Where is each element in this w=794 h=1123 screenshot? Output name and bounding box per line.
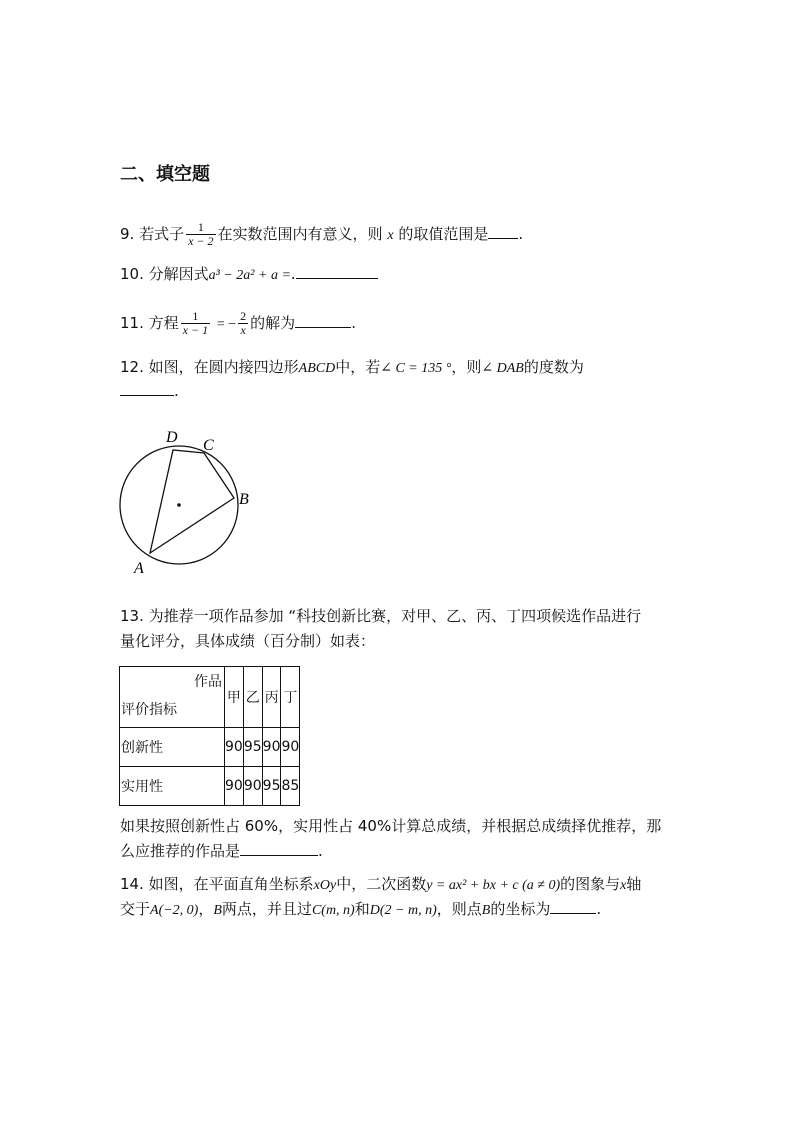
math-coordinate-system: xOy [313,878,337,893]
table-header-row [120,667,300,728]
fraction [238,310,248,337]
score-table [119,666,300,806]
quadrilateral-abcd [150,450,234,553]
question-text: 交于 [120,900,151,918]
question-text: 轴 [626,875,642,893]
section-title: 二、填空题 [120,164,210,185]
math-variable: B [481,903,491,918]
question-text: 为推荐一项作品参加 “科技创新比赛，对甲、乙、丙、丁四项候选作品进行 [148,607,642,625]
question-text: 两点，并且过 [221,900,312,918]
circle-center [177,503,181,507]
question-text: 的度数为 [523,358,584,376]
question-number: 9. [120,225,135,243]
question-13-after-line2 [120,840,323,862]
label-b: B [239,491,249,508]
question-text: 中，二次函数 [336,875,427,893]
row-label: 实用性 [120,767,225,806]
math-variable: x [620,878,627,893]
table-cell: 95 [262,767,281,806]
answer-blank[interactable] [120,381,174,396]
question-14 [120,873,641,897]
label-a: A [134,560,144,577]
question-text: 在实数范围内有意义，则 [217,225,383,243]
question-text: 的图象与 [560,875,621,893]
question-text: 的解为 [250,314,296,332]
question-text: ， [198,900,214,918]
question-text: 如图，在圆内接四边形 [148,358,299,376]
circle-figure [110,420,270,580]
answer-blank[interactable] [295,313,351,328]
fraction-denominator: x − 1 [182,323,209,337]
math-expression: a³ − 2a² + a = [208,268,291,283]
question-text: 分解因式 [148,265,209,283]
answer-blank[interactable] [488,224,518,239]
table-cell: 90 [281,728,300,767]
column-header: 丙 [262,667,281,728]
question-text: 么应推荐的作品是 [120,842,241,860]
fraction-numerator: 2 [240,309,247,323]
math-point: A(−2, 0) [150,903,199,918]
period: . [351,314,356,332]
math-operator: = − [216,317,237,332]
question-11 [120,310,356,337]
fraction [181,310,210,337]
fraction-denominator: x [240,323,246,337]
answer-blank[interactable] [550,899,596,914]
math-variable: B [213,903,222,918]
question-text: 的坐标为 [490,900,551,918]
period: . [596,900,602,918]
question-text: 若式子 [139,225,185,243]
math-quadrilateral: ABCD [298,361,336,376]
period: . [174,382,179,400]
table-cell: 90 [243,767,262,806]
question-text: 中，若 [335,358,381,376]
math-angle: ∠ C = 135 ° [380,361,452,376]
question-9 [120,221,523,248]
question-13 [120,605,641,627]
question-text: 如果按照创新性占 60%，实用性占 40%计算总成绩，并根据总成绩择优推荐，那 [120,817,662,835]
question-12-line2 [120,380,179,402]
question-13-line2 [120,630,375,652]
question-text: 和 [354,900,370,918]
label-c: C [203,437,214,454]
question-text: ，则 [451,358,482,376]
table-cell: 85 [281,767,300,806]
question-text: 方程 [148,314,179,332]
table-row [120,767,300,806]
column-header: 乙 [243,667,262,728]
table-row [120,728,300,767]
column-header: 丁 [281,667,300,728]
question-10 [120,263,378,287]
question-number: 14. [120,875,144,893]
question-text: ，则点 [436,900,482,918]
math-point: D(2 − m, n) [369,903,437,918]
row-label: 创新性 [120,728,225,767]
question-text: 量化评分，具体成绩（百分制）如表： [120,632,376,650]
question-12 [120,356,584,380]
period: . [290,265,296,283]
table-cell: 95 [243,728,262,767]
fraction-numerator: 1 [181,310,210,324]
table-cell: 90 [225,767,244,806]
question-14-line2 [120,898,601,922]
question-number: 13. [120,607,144,625]
math-variable: x [387,228,394,243]
fraction [186,221,215,248]
question-text: 如图，在平面直角坐标系 [148,875,314,893]
fraction-numerator: 1 [186,221,215,235]
period: . [318,842,323,860]
answer-blank[interactable] [240,841,318,856]
question-number: 11. [120,314,144,332]
question-13-after-line1 [120,815,661,837]
math-point: C(m, n) [311,903,355,918]
period: . [518,225,524,243]
question-number: 10. [120,265,144,283]
corner-label-criteria: 评价指标 [121,702,177,718]
answer-blank[interactable] [296,264,378,279]
corner-label-works: 作品 [194,674,222,690]
question-text: 的取值范围是 [398,225,489,243]
fraction-denominator: x − 2 [188,234,214,248]
table-cell: 90 [262,728,281,767]
table-cell: 90 [225,728,244,767]
label-d: D [166,429,178,446]
table-corner-cell [120,667,225,728]
math-function: y = ax² + bx + c (a ≠ 0) [426,878,561,893]
math-angle: ∠ DAB [481,361,524,376]
column-header: 甲 [225,667,244,728]
question-number: 12. [120,358,144,376]
